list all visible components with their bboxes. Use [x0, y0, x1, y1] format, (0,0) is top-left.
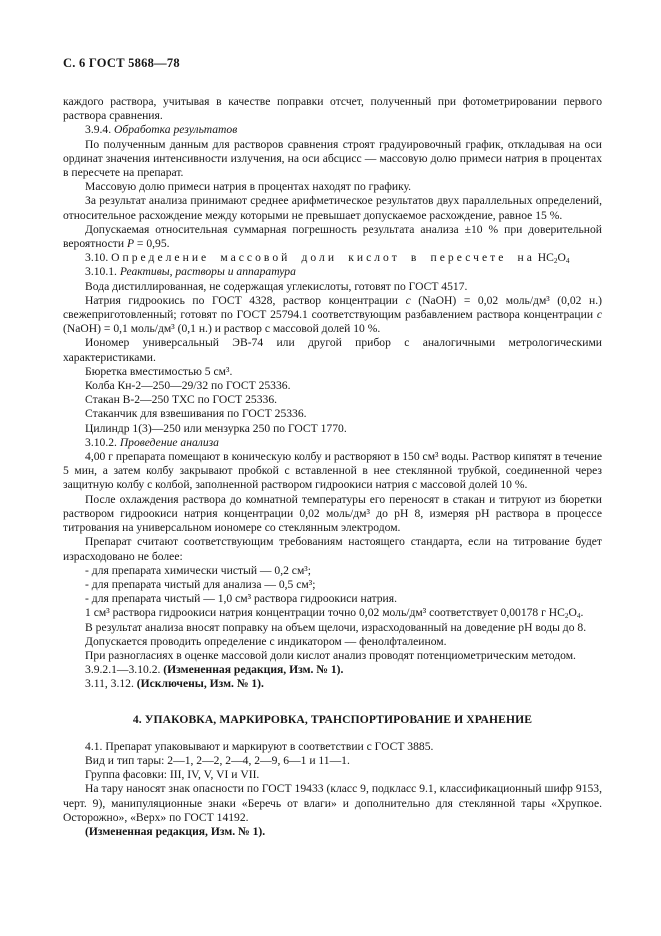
text-run: Колба Кн-2—250—29/32 по ГОСТ 25336.: [85, 379, 291, 393]
text-run: 4. УПАКОВКА, МАРКИРОВКА, ТРАНСПОРТИРОВАНИЕ И ХРАНЕНИЕ: [132, 712, 533, 726]
clause-3-10-2-title: [63, 436, 602, 450]
paragraph: [63, 450, 602, 493]
amendment-note: [63, 825, 602, 839]
text-run: O: [557, 251, 566, 265]
paragraph: [63, 635, 602, 649]
page-header: С. 6 ГОСТ 5868—78: [63, 56, 180, 70]
text-run: 4: [576, 612, 581, 621]
text-run: Бюретка вместимостью 5 см³.: [85, 364, 233, 378]
text-run: 2: [564, 612, 569, 621]
text-run: 4,00 г препарата помещают в коническую колбу и растворяют в 150 см³ воды. Раствор кипятят в течение 5 мин, а затем колбу закрывают пробкой с вставленной в нее стеклянной трубкой, соединенной через защитную колбу с колбой, заполненной раствором гидроокиси натрия с массовой долей 10 %.: [63, 450, 602, 492]
text-run: (Измененная редакция, Изм. № 1).: [163, 663, 344, 677]
text-run: Массовую долю примеси натрия в процентах находят по графику.: [85, 180, 412, 194]
text-run: 1 см³ раствора гидроокиси натрия концентрации точно 0,02 моль/дм³ соответствует 0,00178 г HC: [85, 606, 565, 620]
text-run: В результат анализа вносят поправку на объем щелочи, израсходованный на доведение рН воды до 8.: [85, 620, 587, 634]
list-item: [63, 592, 602, 606]
clause-3-10-1-title: [63, 265, 602, 279]
paragraph: [63, 280, 602, 294]
amendment-note: [63, 663, 602, 677]
paragraph: [63, 294, 602, 337]
clause-3-9-4-title: [63, 123, 602, 137]
paragraph: [63, 138, 602, 181]
text-run: 3.9.2.1—3.10.2.: [85, 663, 164, 677]
text-run: каждого раствора, учитывая в качестве поправки отсчет, полученный при фотометрировании первого раствора сравнения.: [63, 95, 602, 123]
text-run: Определение массовой доли кислот в пересчете на: [111, 251, 535, 265]
text-run: По полученным данным для растворов сравнения строят градуировочный график, откладывая на оси ординат значения интенсивности излучения, на оси абсцисс — массовую долю примеси натрия в процентах в пересчете на препарат.: [63, 137, 602, 180]
paragraph: [63, 180, 602, 194]
text-run: с: [405, 293, 411, 307]
document-body: [63, 95, 602, 839]
paragraph: [63, 336, 602, 364]
paragraph: [63, 782, 602, 825]
text-run: Допускаемая относительная суммарная погрешность результата анализа ±10 % при доверительной вероятности: [63, 222, 602, 251]
text-run: 3.11, 3.12.: [85, 677, 137, 691]
text-run: После охлаждения раствора до комнатной температуры его переносят в стакан и титруют из бюретки раствором гидроокиси натрия концентрации 0,02 моль/дм³ до рН 8, измеряя рН раствора в процессе титрования на универсальном иономере со стеклянным электродом.: [63, 492, 602, 535]
text-run: - для препарата химически чистый — 0,2 см³;: [85, 563, 311, 577]
paragraph: [63, 606, 602, 620]
amendment-note: [63, 677, 602, 691]
text-run: 4: [565, 257, 570, 266]
clause-3-10-title: [63, 251, 602, 265]
text-run: (NaOH) = 0,02 моль/дм³ (0,02 н.) свежеприготовленный; готовят по ГОСТ 25794.1 соответствующим разбавлением раствора концентрации: [63, 293, 602, 322]
text-run: .: [580, 606, 584, 620]
paragraph: [63, 621, 602, 635]
paragraph: [63, 768, 602, 782]
text-run: с: [596, 308, 602, 322]
text-run: 3.10.1.: [85, 265, 120, 279]
text-run: Обработка результатов: [114, 123, 238, 137]
text-run: Группа фасовки: III, IV, V, VI и VII.: [85, 768, 260, 782]
text-run: = 0,95.: [134, 237, 170, 251]
text-run: (Измененная редакция, Изм. № 1).: [85, 824, 266, 838]
list-item: [63, 578, 602, 592]
text-run: За результат анализа принимают среднее арифметическое результатов двух параллельных определений, относительное расхождение между которыми не превышает допускаемое расхождение, равное 15 %.: [63, 194, 602, 222]
paragraph: [63, 194, 602, 222]
paragraph: [63, 393, 602, 407]
text-run: - для препарата чистый — 1,0 см³ раствора гидроокиси натрия.: [85, 592, 397, 606]
paragraph: [63, 365, 602, 379]
text-run: Допускается проводить определение с индикатором — фенолфталеином.: [85, 634, 447, 648]
text-run: 4.1. Препарат упаковывают и маркируют в соответствии с ГОСТ 3885.: [85, 739, 434, 753]
text-run: Р: [126, 237, 135, 251]
paragraph: [63, 493, 602, 536]
text-run: Вид и тип тары: 2—1, 2—2, 2—4, 2—9, 6—1 и 11—1.: [85, 753, 350, 767]
list-item: [63, 564, 602, 578]
paragraph-continuation: [63, 95, 602, 123]
text-run: 2: [553, 257, 558, 266]
text-run: Иономер универсальный ЭВ-74 или другой прибор с аналогичными метрологическими характеристиками.: [63, 336, 602, 364]
text-run: Натрия гидроокись по ГОСТ 4328, раствор концентрации: [85, 293, 406, 307]
text-run: (NaOH) = 0,1 моль/дм³ (0,1 н.) и раствор с массовой долей 10 %.: [63, 322, 381, 336]
text-run: HC: [534, 251, 554, 265]
text-run: O: [568, 606, 577, 620]
text-run: При разногласиях в оценке массовой доли кислот анализ проводят потенциометрическим методом.: [85, 648, 576, 662]
paragraph: [63, 740, 602, 754]
section-4-heading: [63, 713, 602, 727]
text-run: (Исключены, Изм. № 1).: [136, 677, 264, 691]
text-run: 3.10.2.: [85, 435, 120, 449]
text-run: Проведение анализа: [119, 435, 219, 449]
text-run: Стаканчик для взвешивания по ГОСТ 25336.: [85, 407, 307, 421]
text-run: Вода дистиллированная, не содержащая углекислоты, готовят по ГОСТ 4517.: [85, 279, 468, 293]
text-run: 3.9.4.: [85, 123, 115, 137]
paragraph: [63, 422, 602, 436]
text-run: На тару наносят знак опасности по ГОСТ 19433 (класс 9, подкласс 9.1, классификационный шифр 9153, черт. 9), манипуляционные знаки «Беречь от влаги» и дополнительно для стеклянной тары «Хрупкое. Осторожно», «Верх» по ГОСТ 14192.: [63, 782, 602, 824]
paragraph: [63, 754, 602, 768]
paragraph: [63, 535, 602, 563]
text-run: Препарат считают соответствующим требованиям настоящего стандарта, если на титрование будет израсходовано не более:: [63, 535, 602, 563]
text-run: 3.10.: [85, 251, 112, 265]
paragraph: [63, 223, 602, 251]
text-run: Стакан В-2—250 ТХС по ГОСТ 25336.: [85, 393, 278, 407]
paragraph: [63, 407, 602, 421]
paragraph: [63, 649, 602, 663]
text-run: - для препарата чистый для анализа — 0,5 см³;: [85, 577, 316, 591]
text-run: Цилиндр 1(3)—250 или мензурка 250 по ГОСТ 1770.: [85, 421, 347, 435]
text-run: Реактивы, растворы и аппаратура: [119, 265, 296, 279]
paragraph: [63, 379, 602, 393]
